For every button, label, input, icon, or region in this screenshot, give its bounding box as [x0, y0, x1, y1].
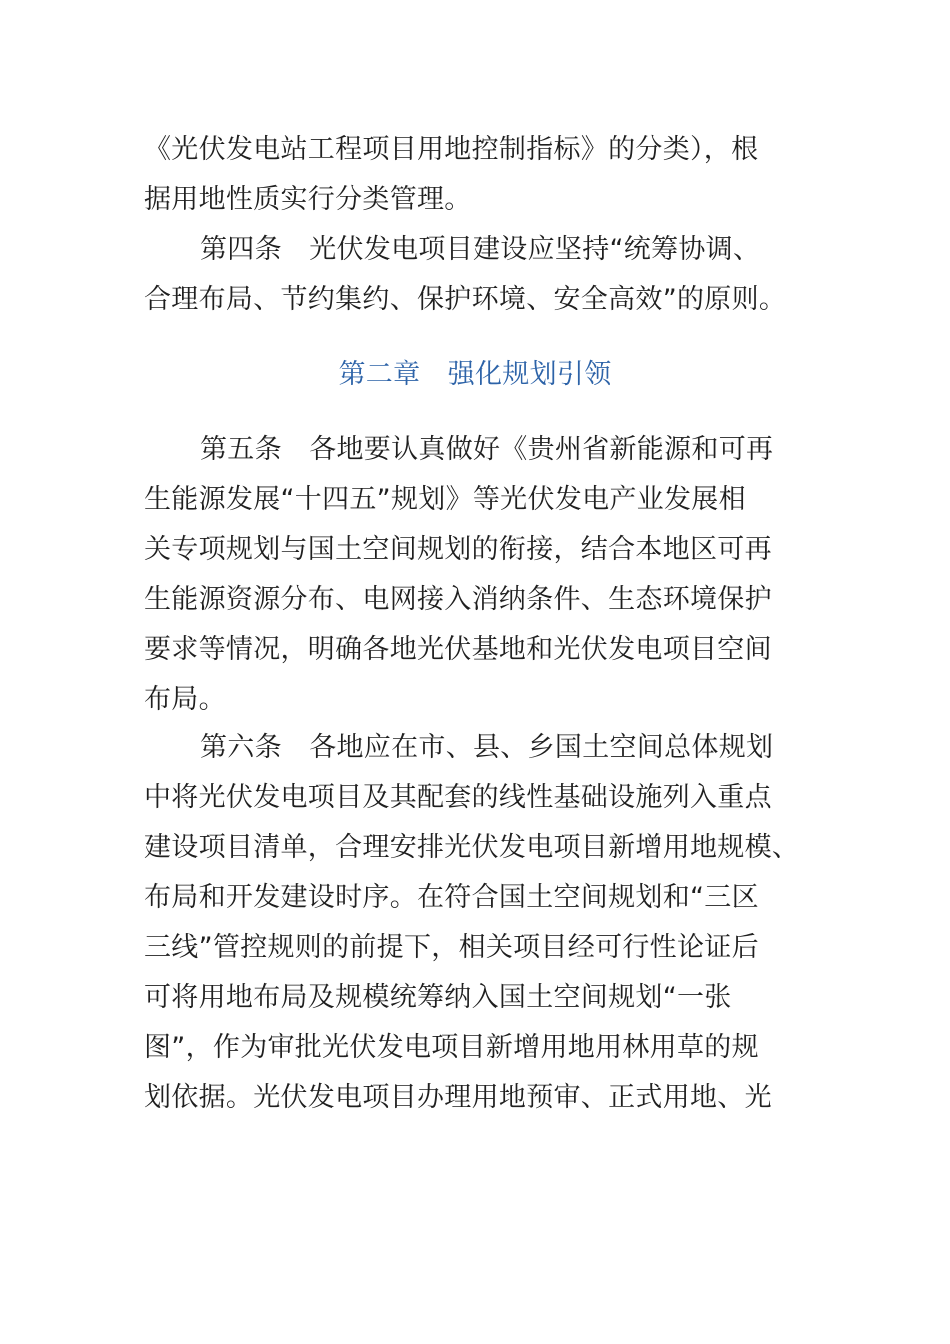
text-line: 要求等情况，明确各地光伏基地和光伏发电项目空间: [144, 634, 772, 665]
text-line: 可将用地布局及规模统筹纳入国土空间规划“一张: [144, 982, 732, 1013]
text-line: 划依据。光伏发电项目办理用地预审、正式用地、光: [144, 1082, 772, 1113]
paragraph-classification-continued: [144, 125, 810, 225]
text-line: 布局。: [144, 684, 226, 715]
text-line: 第五条 各地要认真做好《贵州省新能源和可再: [200, 434, 774, 465]
text-line: 生能源资源分布、电网接入消纳条件、生态环境保护: [144, 584, 772, 615]
paragraph-article-4: [144, 225, 810, 325]
text-line: 图”，作为审批光伏发电项目新增用地用林用草的规: [144, 1032, 759, 1063]
chapter-heading: 第二章 强化规划引领: [338, 359, 612, 390]
text-line: 第六条 各地应在市、县、乡国土空间总体规划: [200, 732, 774, 763]
paragraph-article-5: [144, 425, 810, 725]
text-line: 据用地性质实行分类管理。: [144, 184, 472, 215]
text-line: 建设项目清单，合理安排光伏发电项目新增用地规模、: [144, 832, 800, 863]
text-line: 第四条 光伏发电项目建设应坚持“统筹协调、: [200, 234, 761, 265]
text-line: 布局和开发建设时序。在符合国土空间规划和“三区: [144, 882, 759, 913]
text-line: 三线”管控规则的前提下，相关项目经可行性论证后: [144, 932, 759, 963]
paragraph-article-6: [144, 723, 810, 1123]
text-line: 《光伏发电站工程项目用地控制指标》的分类），根: [144, 134, 759, 165]
text-line: 生能源发展“十四五”规划》等光伏发电产业发展相: [144, 484, 746, 515]
text-line: 中将光伏发电项目及其配套的线性基础设施列入重点: [144, 782, 772, 813]
text-line: 关专项规划与国土空间规划的衔接，结合本地区可再: [144, 534, 772, 565]
text-line: 合理布局、节约集约、保护环境、安全高效”的原则。: [144, 284, 787, 315]
